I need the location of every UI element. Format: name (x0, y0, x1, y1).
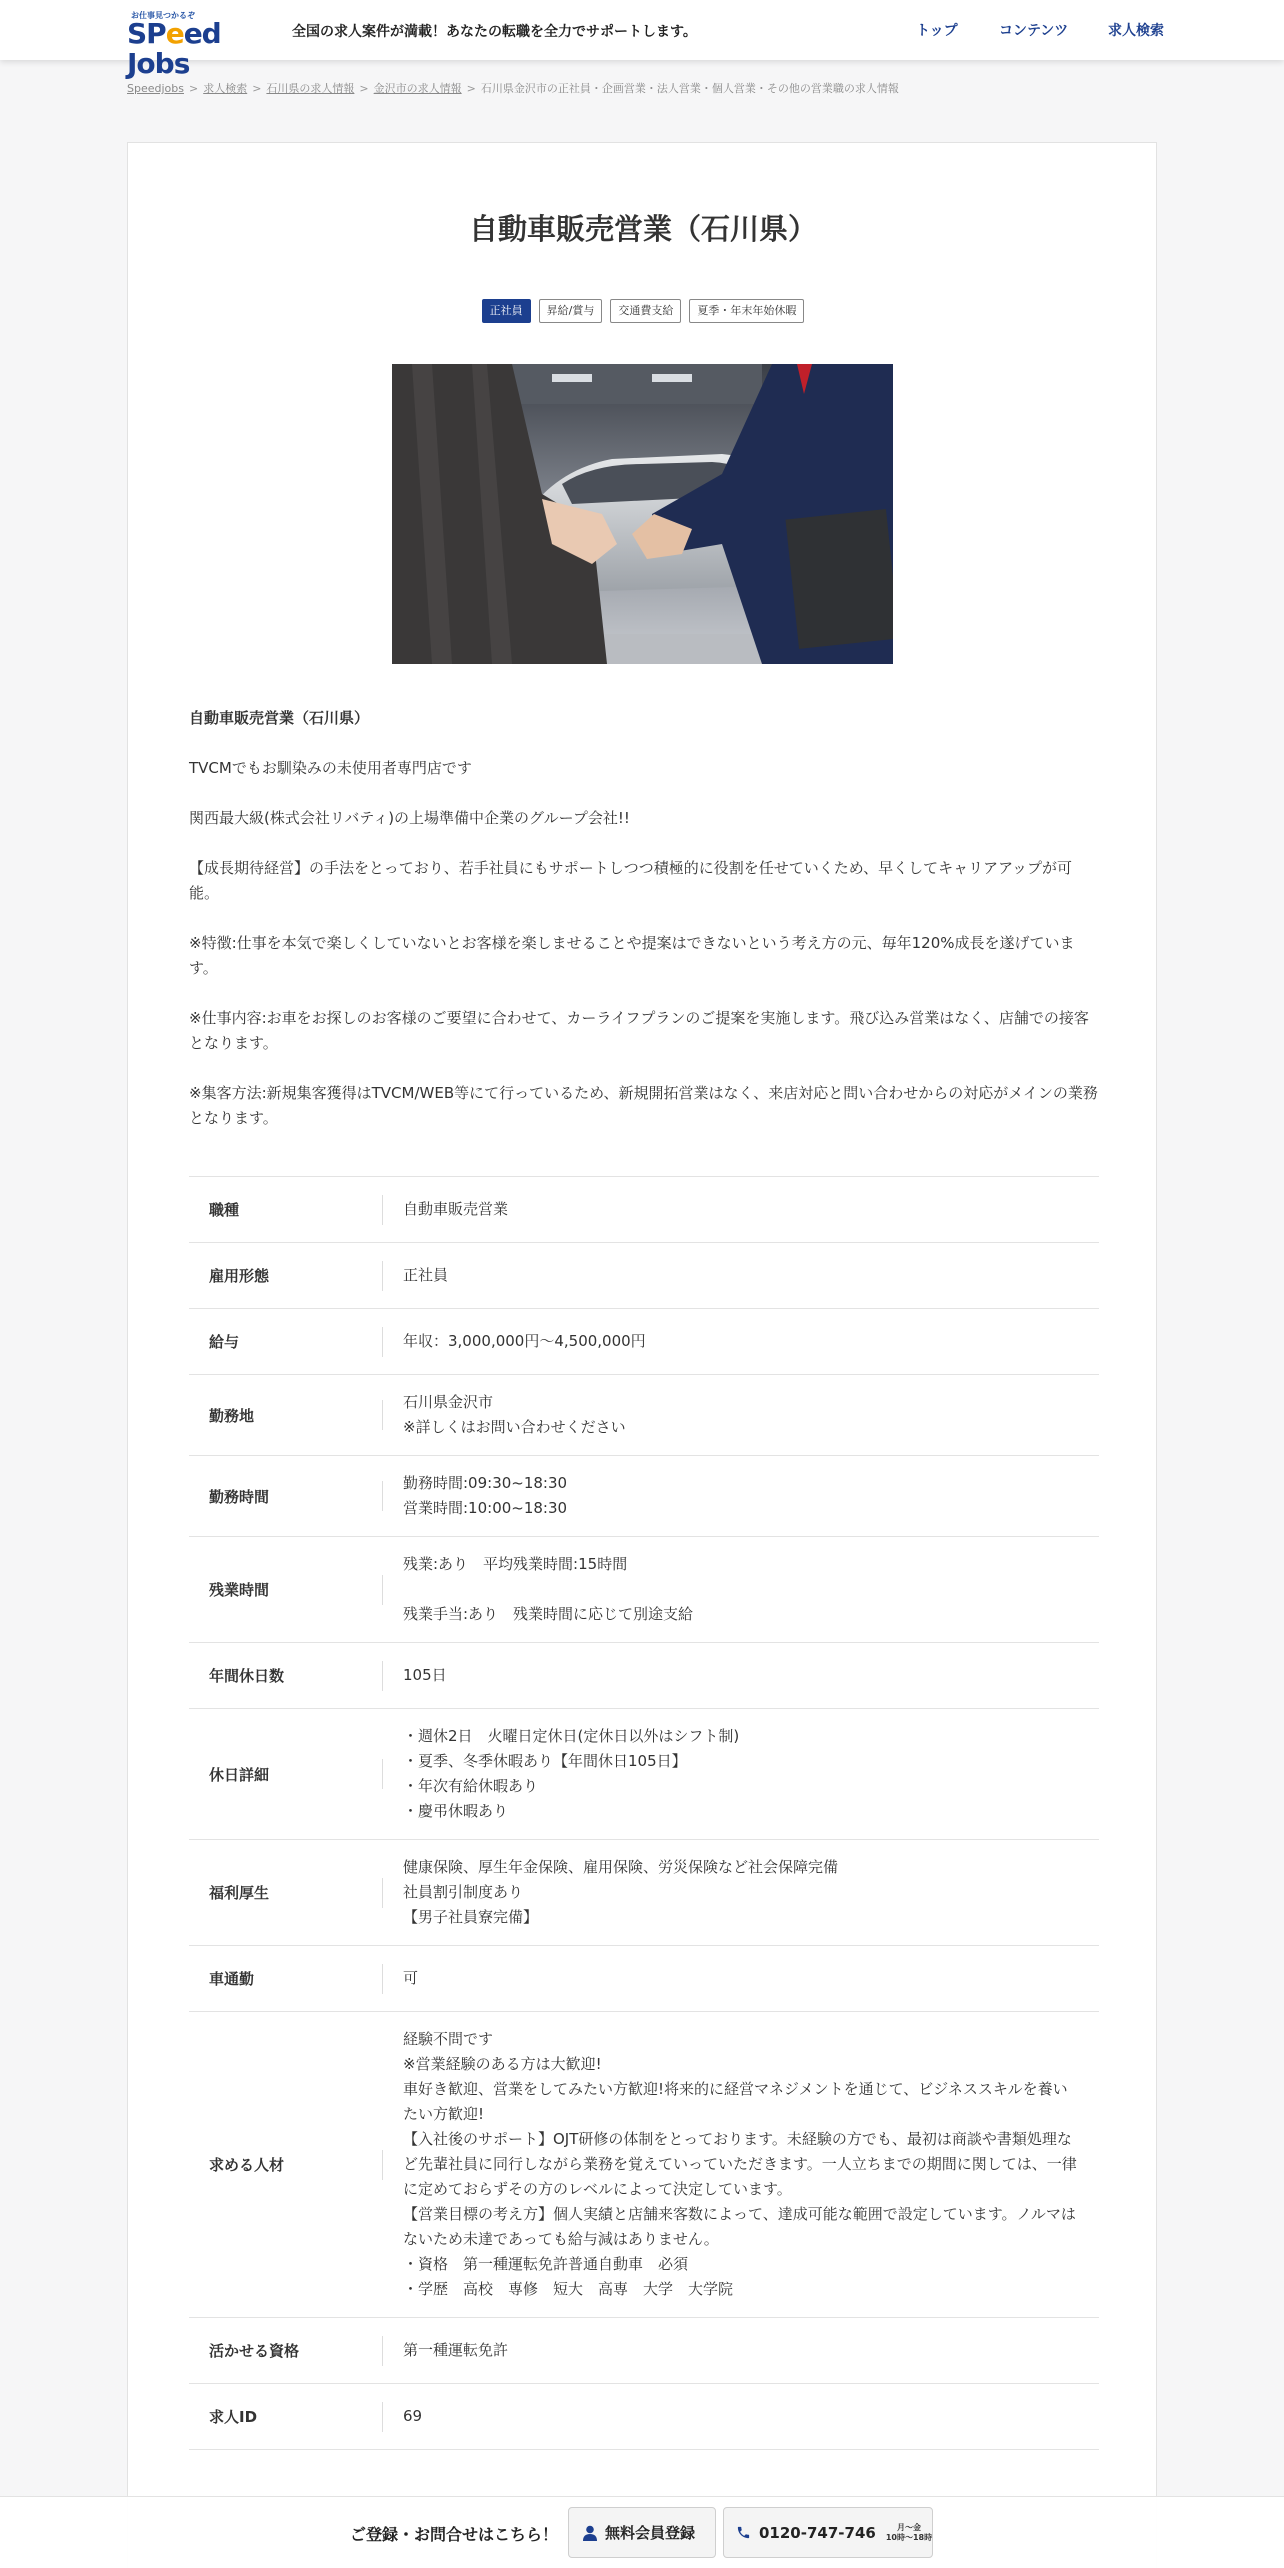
contact-footer-bar (0, 2496, 1284, 2568)
spec-label: 求める人材 (189, 2027, 383, 2302)
spec-value (383, 1552, 1099, 1627)
spec-value (383, 1471, 1099, 1521)
spec-value-line: 経験不問です (403, 2030, 494, 2048)
tag-holidays: 夏季・年末年始休暇 (689, 299, 804, 323)
breadcrumb-city[interactable]: 金沢市の求人情報 (373, 82, 462, 95)
spec-value (383, 1855, 1099, 1930)
spec-label: 車通勤 (189, 1966, 383, 1991)
phone-icon (736, 2525, 751, 2540)
tag-transport: 交通費支給 (610, 299, 681, 323)
person-icon (583, 2525, 597, 2541)
intro-paragraph: ※集客方法:新規集客獲得はTVCM/WEB等にて行っているため、新規開拓営業はなく、来店対応と問い合わせからの対応がメインの業務となります。 (189, 1084, 1098, 1127)
spec-row (189, 1243, 1099, 1309)
spec-label: 勤務時間 (189, 1471, 383, 1521)
spec-label: 勤務地 (189, 1390, 383, 1440)
intro-paragraph: ※特徴:仕事を本気で楽しくしていないとお客様を楽しませることや提案はできないという考え方の元、毎年120%成長を遂げています。 (189, 934, 1075, 977)
spec-row (189, 2012, 1099, 2318)
spec-row (189, 1537, 1099, 1643)
phone-button[interactable] (723, 2507, 933, 2558)
job-intro (189, 706, 1099, 1156)
spec-row (189, 1840, 1099, 1946)
footer-prompt: ご登録・お問合せはこちら！ (350, 2525, 559, 2544)
spec-label: 年間休日数 (189, 1663, 383, 1688)
spec-label: 給与 (189, 1329, 383, 1354)
spec-value-line: 健康保険、厚生年金保険、雇用保険、労災保険など社会保障完備 (403, 1858, 839, 1876)
nav-top[interactable]: トップ (916, 23, 958, 39)
spec-label: 福利厚生 (189, 1855, 383, 1930)
spec-row (189, 1177, 1099, 1243)
spec-value-line: 【入社後のサポート】OJT研修の体制をとっております。未経験の方でも、最初は商談や書類処理など先輩社員に同行しながら業務を覚えていっていただきます。一人立ちまでの期間に関しては、一律に定めておらずその方のレベルによって決定しています。 (403, 2130, 1077, 2198)
site-logo[interactable] (127, 10, 283, 80)
job-detail-card (127, 142, 1157, 2568)
spec-value-line: 69 (403, 2407, 423, 2425)
spec-value-line: ・夏季、冬季休暇あり【年間休日105日】 (403, 1752, 687, 1770)
spec-value (383, 1724, 1099, 1824)
spec-row (189, 1709, 1099, 1840)
register-label: 無料会員登録 (605, 2524, 696, 2542)
spec-value-line (403, 1577, 1079, 1602)
header-tagline: 全国の求人案件が満載！あなたの転職を全力でサポートします。 (292, 24, 697, 40)
intro-paragraph: 【成長期待経営】の手法をとっており、若手社員にもサポートしつつ積極的に役割を任せていくため、早くしてキャリアアップが可能。 (189, 859, 1073, 902)
spec-value-line: 勤務時間:09:30~18:30 (403, 1474, 568, 1492)
spec-value (383, 1263, 1099, 1288)
breadcrumb-current: 石川県金沢市の正社員・企画営業・法人営業・個人営業・その他の営業職の求人情報 (480, 82, 899, 95)
spec-value (383, 2404, 1099, 2429)
spec-value (383, 2027, 1099, 2302)
spec-value-line: 第一種運転免許 (403, 2341, 509, 2359)
spec-value (383, 1966, 1099, 1991)
breadcrumb-job-search[interactable]: 求人検索 (203, 82, 248, 95)
spec-value (383, 1390, 1099, 1440)
spec-label: 残業時間 (189, 1552, 383, 1627)
breadcrumb-home[interactable]: Speedjobs (127, 82, 184, 95)
spec-value-line: 社員割引制度あり (403, 1883, 524, 1901)
tag-raise-bonus: 昇給/賞与 (539, 299, 603, 323)
spec-row (189, 1309, 1099, 1375)
spec-value (383, 2338, 1099, 2363)
intro-paragraph: ※仕事内容:お車をお探しのお客様のご要望に合わせて、カーライフプランのご提案を実施します。飛び込み営業はなく、店舗での接客となります。 (189, 1009, 1089, 1052)
spec-value-line: 残業手当:あり 残業時間に応じて別途支給 (403, 1605, 694, 1623)
handshake-car-image (392, 364, 893, 664)
spec-value (383, 1329, 1099, 1354)
phone-hours: 月～金 10時～18時 (885, 2522, 933, 2542)
spec-label: 求人ID (189, 2404, 383, 2429)
intro-paragraph: TVCMでもお馴染みの未使用者専門店です (189, 759, 472, 777)
nav-job-search[interactable]: 求人検索 (1108, 23, 1164, 39)
job-spec-table (189, 1176, 1099, 2450)
logo-wordmark: SPeed Jobs (127, 17, 221, 80)
register-button[interactable] (568, 2507, 716, 2558)
spec-value-line: ・年次有給休暇あり (403, 1777, 539, 1795)
spec-value-line: 残業:あり 平均残業時間:15時間 (403, 1555, 628, 1573)
spec-value-line: 【営業目標の考え方】個人実績と店舗来客数によって、達成可能な範囲で設定しています。ノルマはないため未達であっても給与減はありません。 (403, 2205, 1076, 2248)
spec-value-line: 営業時間:10:00~18:30 (403, 1499, 568, 1517)
spec-row (189, 1946, 1099, 2012)
tag-employment-type: 正社員 (482, 299, 531, 323)
spec-value-line: 105日 (403, 1666, 447, 1684)
spec-value-line: ・資格 第一種運転免許普通自動車 必須 (403, 2255, 689, 2273)
spec-value-line: 可 (403, 1969, 419, 1987)
spec-label: 雇用形態 (189, 1263, 383, 1288)
spec-value-line: ・週休2日 火曜日定休日(定休日以外はシフト制) (403, 1727, 740, 1745)
nav-content[interactable]: コンテンツ (999, 23, 1069, 39)
spec-value-line: 正社員 (403, 1266, 449, 1284)
job-photo (392, 364, 893, 664)
spec-row (189, 1456, 1099, 1537)
spec-row (189, 2384, 1099, 2450)
site-header (0, 0, 1284, 80)
spec-value-line: ※詳しくはお問い合わせください (403, 1418, 626, 1436)
spec-value-line: 石川県金沢市 (403, 1393, 494, 1411)
intro-heading: 自動車販売営業（石川県） (189, 709, 370, 727)
spec-value-line: 車好き歓迎、営業をしてみたい方歓迎!将来的に経営マネジメントを通じて、ビジネススキルを養いたい方歓迎! (403, 2080, 1068, 2123)
spec-value-line: ※営業経験のある方は大歓迎! (403, 2055, 602, 2073)
breadcrumb-prefecture[interactable]: 石川県の求人情報 (266, 82, 355, 95)
spec-value-line: 【男子社員寮完備】 (403, 1908, 539, 1926)
spec-label: 職種 (189, 1197, 383, 1222)
spec-value-line: ・学歴 高校 専修 短大 高専 大学 大学院 (403, 2280, 734, 2298)
spec-value-line: 自動車販売営業 (403, 1200, 509, 1218)
spec-value (383, 1663, 1099, 1688)
phone-number: 0120-747-746 (759, 2523, 876, 2542)
job-title: 自動車販売営業（石川県） (468, 212, 817, 246)
spec-value-line: 年収：3,000,000円～4,500,000円 (403, 1332, 646, 1350)
spec-label: 活かせる資格 (189, 2338, 383, 2363)
breadcrumb: Speedjobs > 求人検索 > 石川県の求人情報 > 金沢市の求人情報 > 石川県金沢市の正社員・企画営業・法人営業・個人営業・その他の営業職の求人情報 (127, 82, 899, 95)
spec-row (189, 1375, 1099, 1456)
spec-value (383, 1197, 1099, 1222)
spec-value-line: ・慶弔休暇あり (403, 1802, 509, 1820)
spec-row (189, 2318, 1099, 2384)
spec-label: 休日詳細 (189, 1724, 383, 1824)
logo-tagline: お仕事見つかるぞ (131, 11, 195, 20)
spec-row (189, 1643, 1099, 1709)
job-tags (128, 299, 1158, 323)
intro-paragraph: 関西最大級(株式会社リバティ)の上場準備中企業のグループ会社!! (189, 809, 630, 827)
